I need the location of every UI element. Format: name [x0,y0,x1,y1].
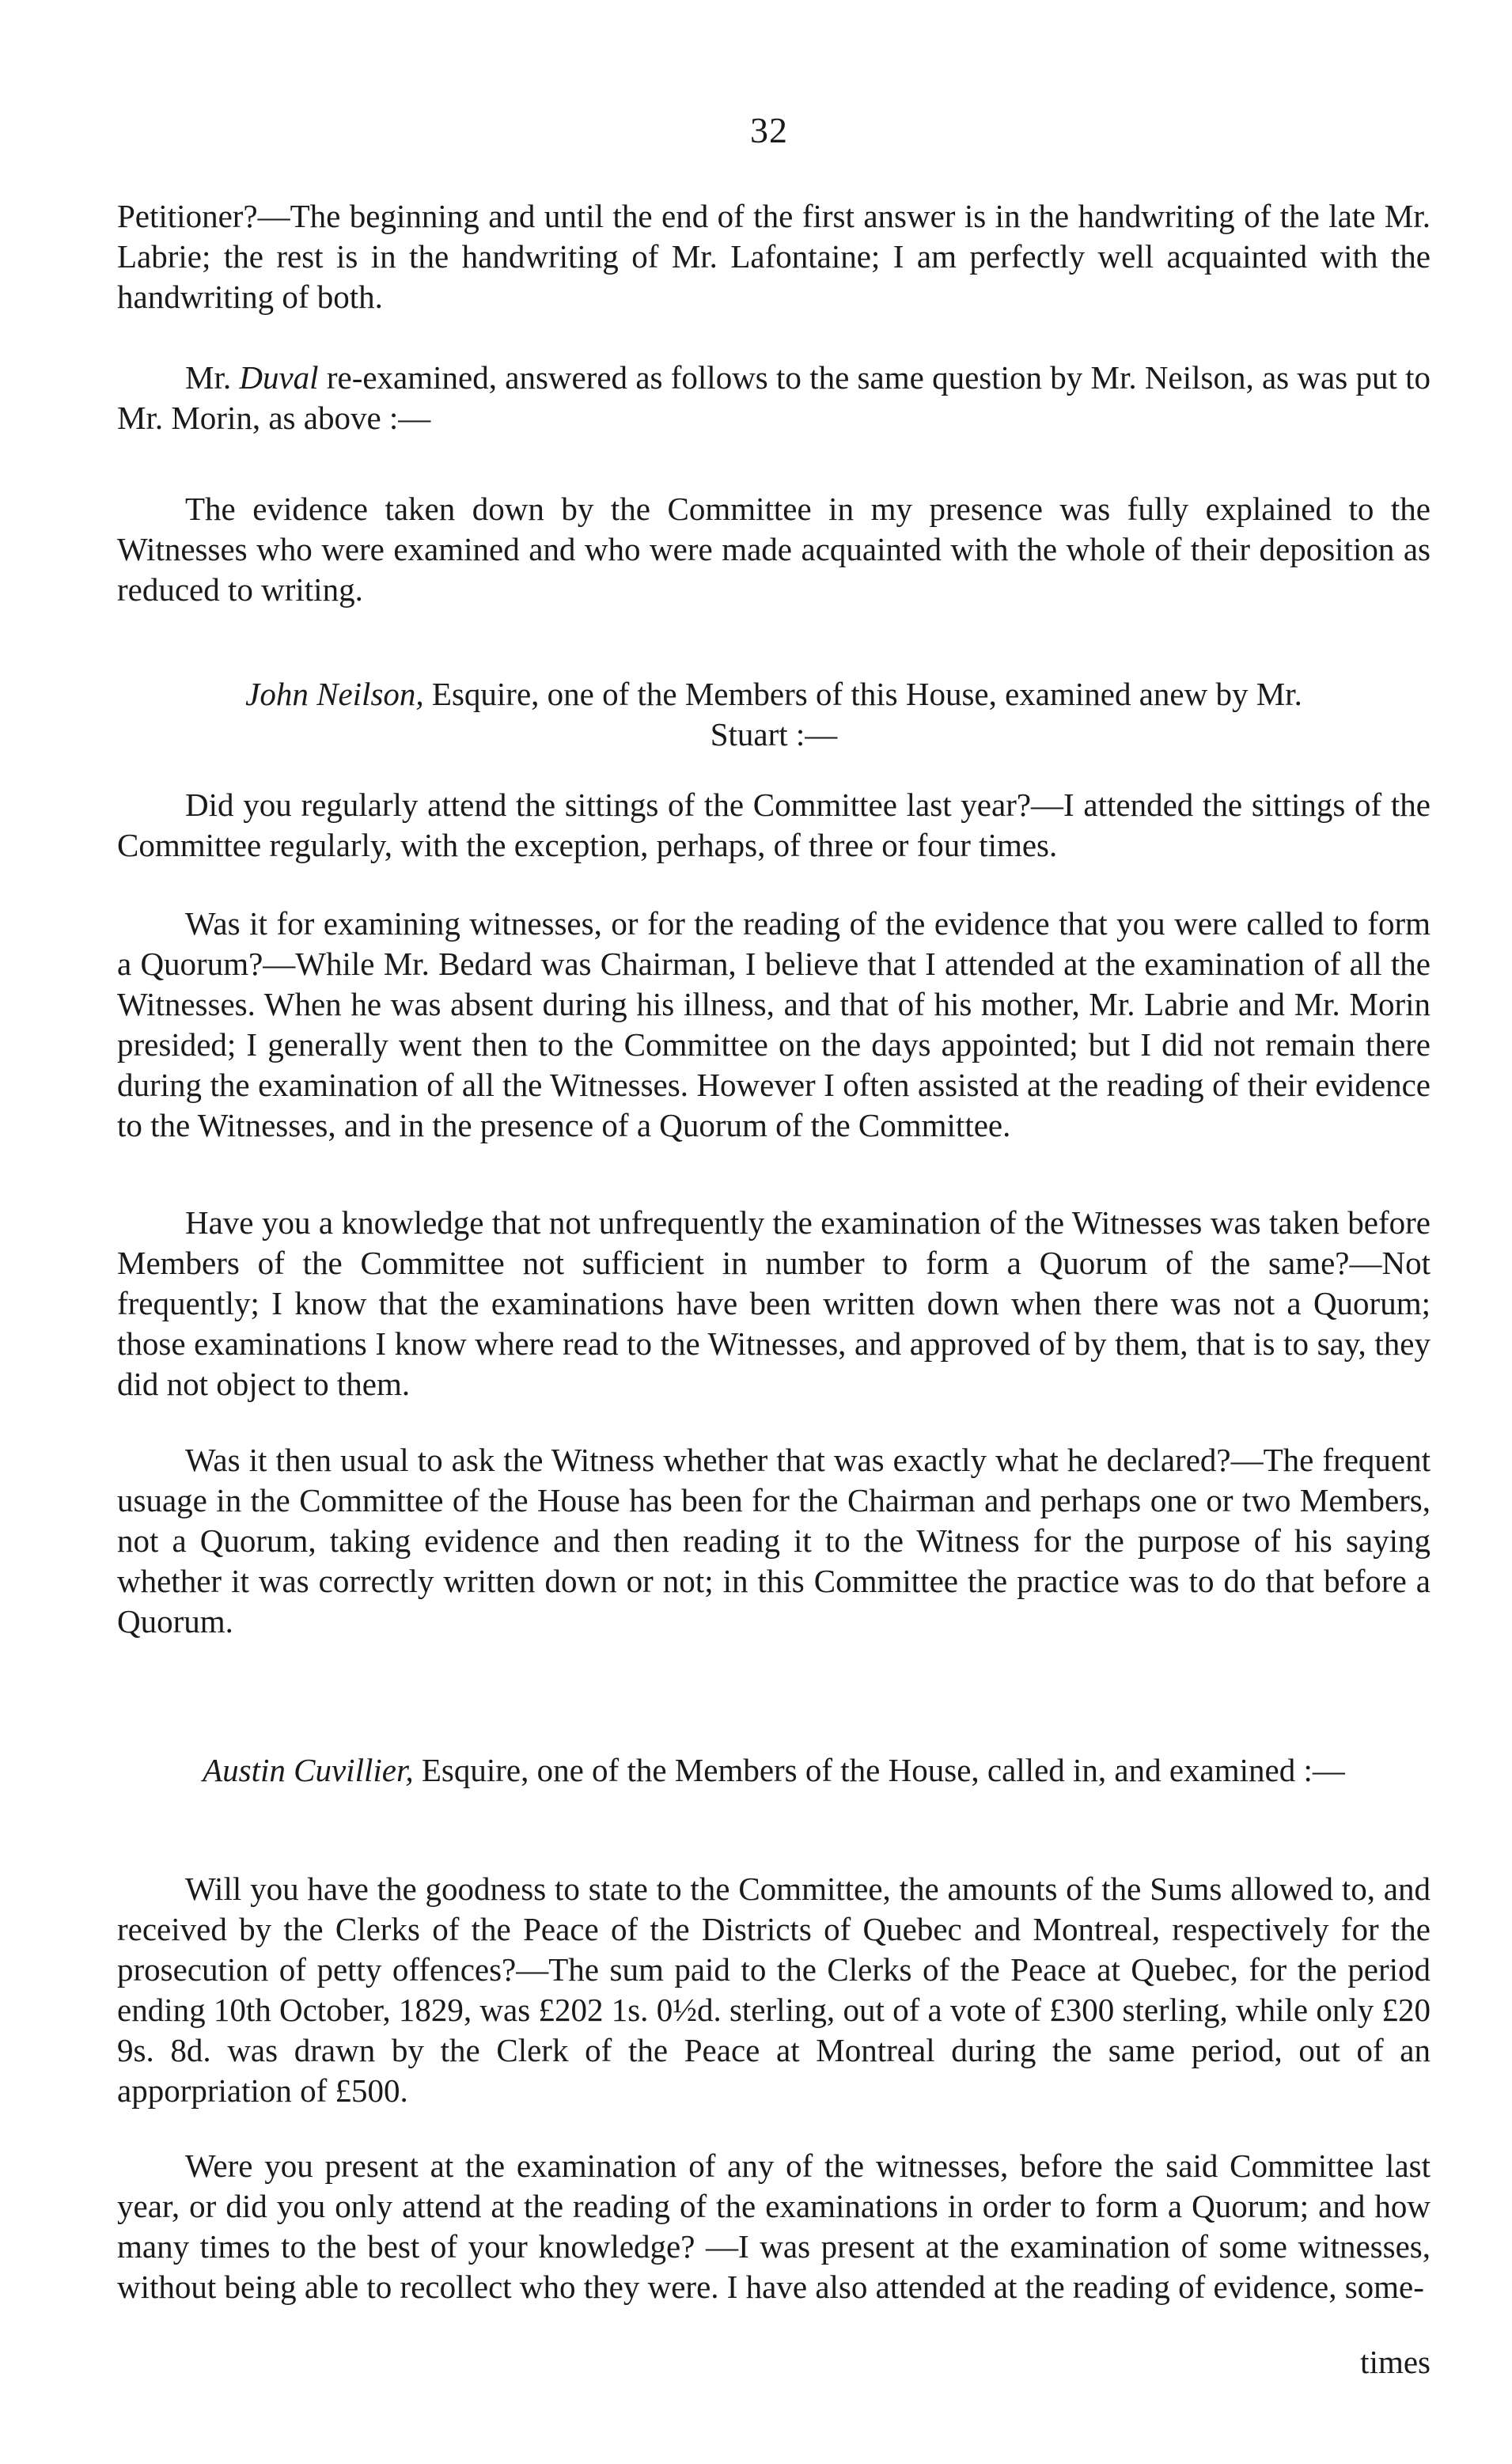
heading-john-neilson [117,674,1431,755]
paragraph-knowledge-examination: Have you a knowledge that not unfrequently the examination of the Witnesses was taken before Members of the Committee not sufficient in number to form a Quorum of the same?—Not frequently; I know that the examinations have been written down when there was not a Quorum; those examinations I know where read to the Witnesses, and approved of by them, that is to say, they did not object to them. [117,1204,1431,1402]
duval-name: Duval [239,359,319,396]
austin-cuvillier-name: Austin Cuvillier, [203,1752,414,1788]
paragraph-petitioner-answer: Petitioner?—The beginning and until the end of the first answer is in the handwriting of the late Mr. Labrie; the rest is in the handwriting of Mr. Lafontaine; I am perfectly well acquainted with the handwriting of both. [117,198,1431,315]
paragraph-quorum-question: Was it for examining witnesses, or for the reading of the evidence that you were called to form a Quorum?—While Mr. Bedard was Chairman, I believe that I attended at the examination of all the Witnesses. When he was absent during his illness, and that of his mother, Mr. Labrie and Mr. Morin presided; I generally went then to the Committee on the days appointed; but I did not remain there during the examination of all the Witnesses. However I often assisted at the reading of their evidence to the Witnesses, and in the presence of a Quorum of the Committee. [117,905,1431,1143]
john-neilson-name: John Neilson, [245,676,424,712]
paragraph-usual-ask-witness: Was it then usual to ask the Witness whether that was exactly what he declared?—The frequent usuage in the Committee of the House has been for the Chairman and perhaps one or two Members, not a Quorum, taking evidence and then reading it to the Witness for the purpose of his saying whether it was correctly written down or not; in this Committee the practice was to do that before a Quorum. [117,1442,1431,1640]
paragraph-attend-sittings: Did you regularly attend the sittings of the Committee last year?—I attended the sittings of the Committee regularly, with the exception, perhaps, of three or four times. [117,787,1431,863]
page-number: 32 [750,110,788,150]
catchword: times [1360,2344,1431,2380]
duval-prefix: Mr. [185,359,240,396]
austin-cuvillier-rest: Esquire, one of the Members of the House, called in, and examined :— [413,1752,1345,1788]
paragraph-sums-allowed: Will you have the goodness to state to the Committee, the amounts of the Sums allowed to, and received by the Clerks of the Peace of the Districts of Quebec and Montreal, respectively for the prosecution of petty offences?—The sum paid to the Clerks of the Peace at Quebec, for the period ending 10th October, 1829, was £202 1s. 0½d. sterling, out of a vote of £300 sterling, while only £20 9s. 8d. was drawn by the Clerk of the Peace at Montreal during the same period, out of an apporpriation of £500. [117,1871,1431,2109]
paragraph-evidence-explained: The evidence taken down by the Committee in my presence was fully explained to the Witnesses who were examined and who were made acquainted with the whole of their deposition as reduced to writing. [117,491,1431,608]
heading-austin-cuvillier [117,1750,1431,1791]
john-neilson-rest: Esquire, one of the Members of this House, examined anew by Mr. Stuart :— [423,676,1302,752]
paragraph-duval-reexamined [117,358,1431,438]
paragraph-present-at-examination: Were you present at the examination of any of the witnesses, before the said Committee last year, or did you only attend at the reading of the examinations in order to form a Quorum; and how many times to the best of your knowledge? —I was present at the examination of some witnesses, without being able to recollect who they were. I have also attended at the reading of evidence, some- [117,2147,1431,2305]
duval-rest: re-examined, answered as follows to the same question by Mr. Neilson, as was put to Mr. Morin, as above :— [117,359,1431,436]
